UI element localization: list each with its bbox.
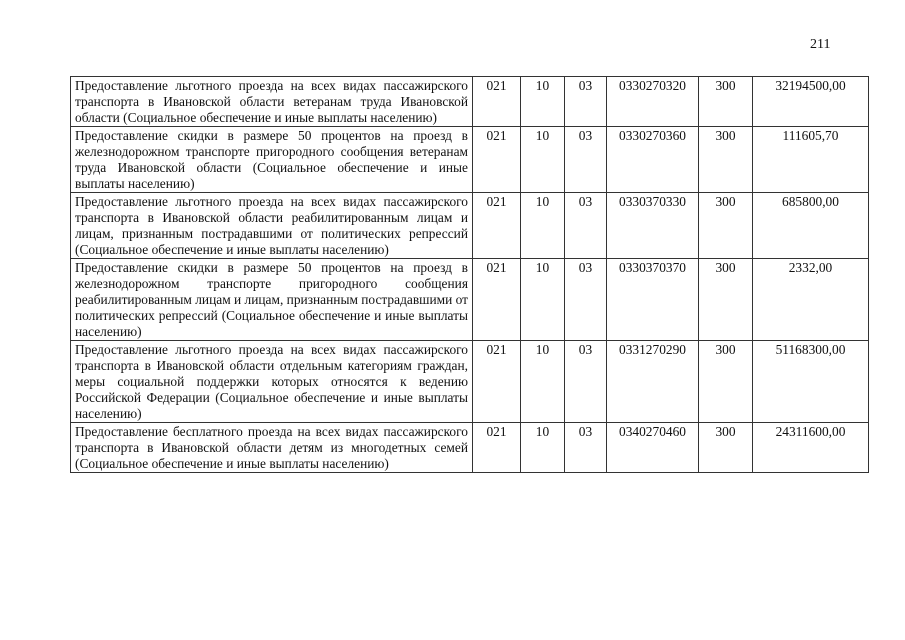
ministry-code: 021 [473, 193, 521, 259]
section-code: 10 [521, 423, 565, 473]
row-description: Предоставление льготного проезда на всех видах пассажирского транспорта в Ивановской области ветеранам труда Ивановской области (Социальное обеспечение и иные выплаты населению) [71, 77, 473, 127]
subsection-code: 03 [565, 127, 607, 193]
table-row [71, 341, 869, 423]
target-article-code: 0330270320 [607, 77, 699, 127]
expense-type-code: 300 [699, 341, 753, 423]
amount: 111605,70 [753, 127, 869, 193]
row-description: Предоставление скидки в размере 50 процентов на проезд в железнодорожном транспорте пригородного сообщения ветеранам труда Ивановской области (Социальное обеспечение и иные выплаты населению) [71, 127, 473, 193]
ministry-code: 021 [473, 341, 521, 423]
amount: 685800,00 [753, 193, 869, 259]
amount: 2332,00 [753, 259, 869, 341]
ministry-code: 021 [473, 77, 521, 127]
target-article-code: 0330270360 [607, 127, 699, 193]
table-row [71, 259, 869, 341]
subsection-code: 03 [565, 77, 607, 127]
target-article-code: 0330370370 [607, 259, 699, 341]
section-code: 10 [521, 259, 565, 341]
row-description: Предоставление льготного проезда на всех видах пассажирского транспорта в Ивановской области реабилитированным лицам и лицам, признанным пострадавшими от политических репрессий (Социальное обеспечение и иные выплаты населению) [71, 193, 473, 259]
amount: 51168300,00 [753, 341, 869, 423]
expense-type-code: 300 [699, 259, 753, 341]
expense-type-code: 300 [699, 77, 753, 127]
row-description: Предоставление скидки в размере 50 процентов на проезд в железнодорожном транспорте пригородного сообщения реабилитированным лицам и лицам, признанным пострадавшими от политических репрессий (Социальное обеспечение и иные выплаты населению) [71, 259, 473, 341]
table-row [71, 77, 869, 127]
subsection-code: 03 [565, 423, 607, 473]
row-description: Предоставление льготного проезда на всех видах пассажирского транспорта в Ивановской области отдельным категориям граждан, меры социальной поддержки которых относятся к ведению Российской Федерации (Социальное обеспечение и иные выплаты населению) [71, 341, 473, 423]
expense-type-code: 300 [699, 127, 753, 193]
ministry-code: 021 [473, 259, 521, 341]
target-article-code: 0331270290 [607, 341, 699, 423]
table-row [71, 423, 869, 473]
amount: 24311600,00 [753, 423, 869, 473]
subsection-code: 03 [565, 341, 607, 423]
section-code: 10 [521, 77, 565, 127]
ministry-code: 021 [473, 127, 521, 193]
budget-table [70, 76, 869, 473]
expense-type-code: 300 [699, 423, 753, 473]
row-description: Предоставление бесплатного проезда на всех видах пассажирского транспорта в Ивановской области детям из многодетных семей (Социальное обеспечение и иные выплаты населению) [71, 423, 473, 473]
section-code: 10 [521, 193, 565, 259]
ministry-code: 021 [473, 423, 521, 473]
target-article-code: 0340270460 [607, 423, 699, 473]
subsection-code: 03 [565, 193, 607, 259]
amount: 32194500,00 [753, 77, 869, 127]
table-row [71, 193, 869, 259]
page-number: 211 [810, 37, 831, 52]
expense-type-code: 300 [699, 193, 753, 259]
section-code: 10 [521, 127, 565, 193]
target-article-code: 0330370330 [607, 193, 699, 259]
table-row [71, 127, 869, 193]
section-code: 10 [521, 341, 565, 423]
subsection-code: 03 [565, 259, 607, 341]
